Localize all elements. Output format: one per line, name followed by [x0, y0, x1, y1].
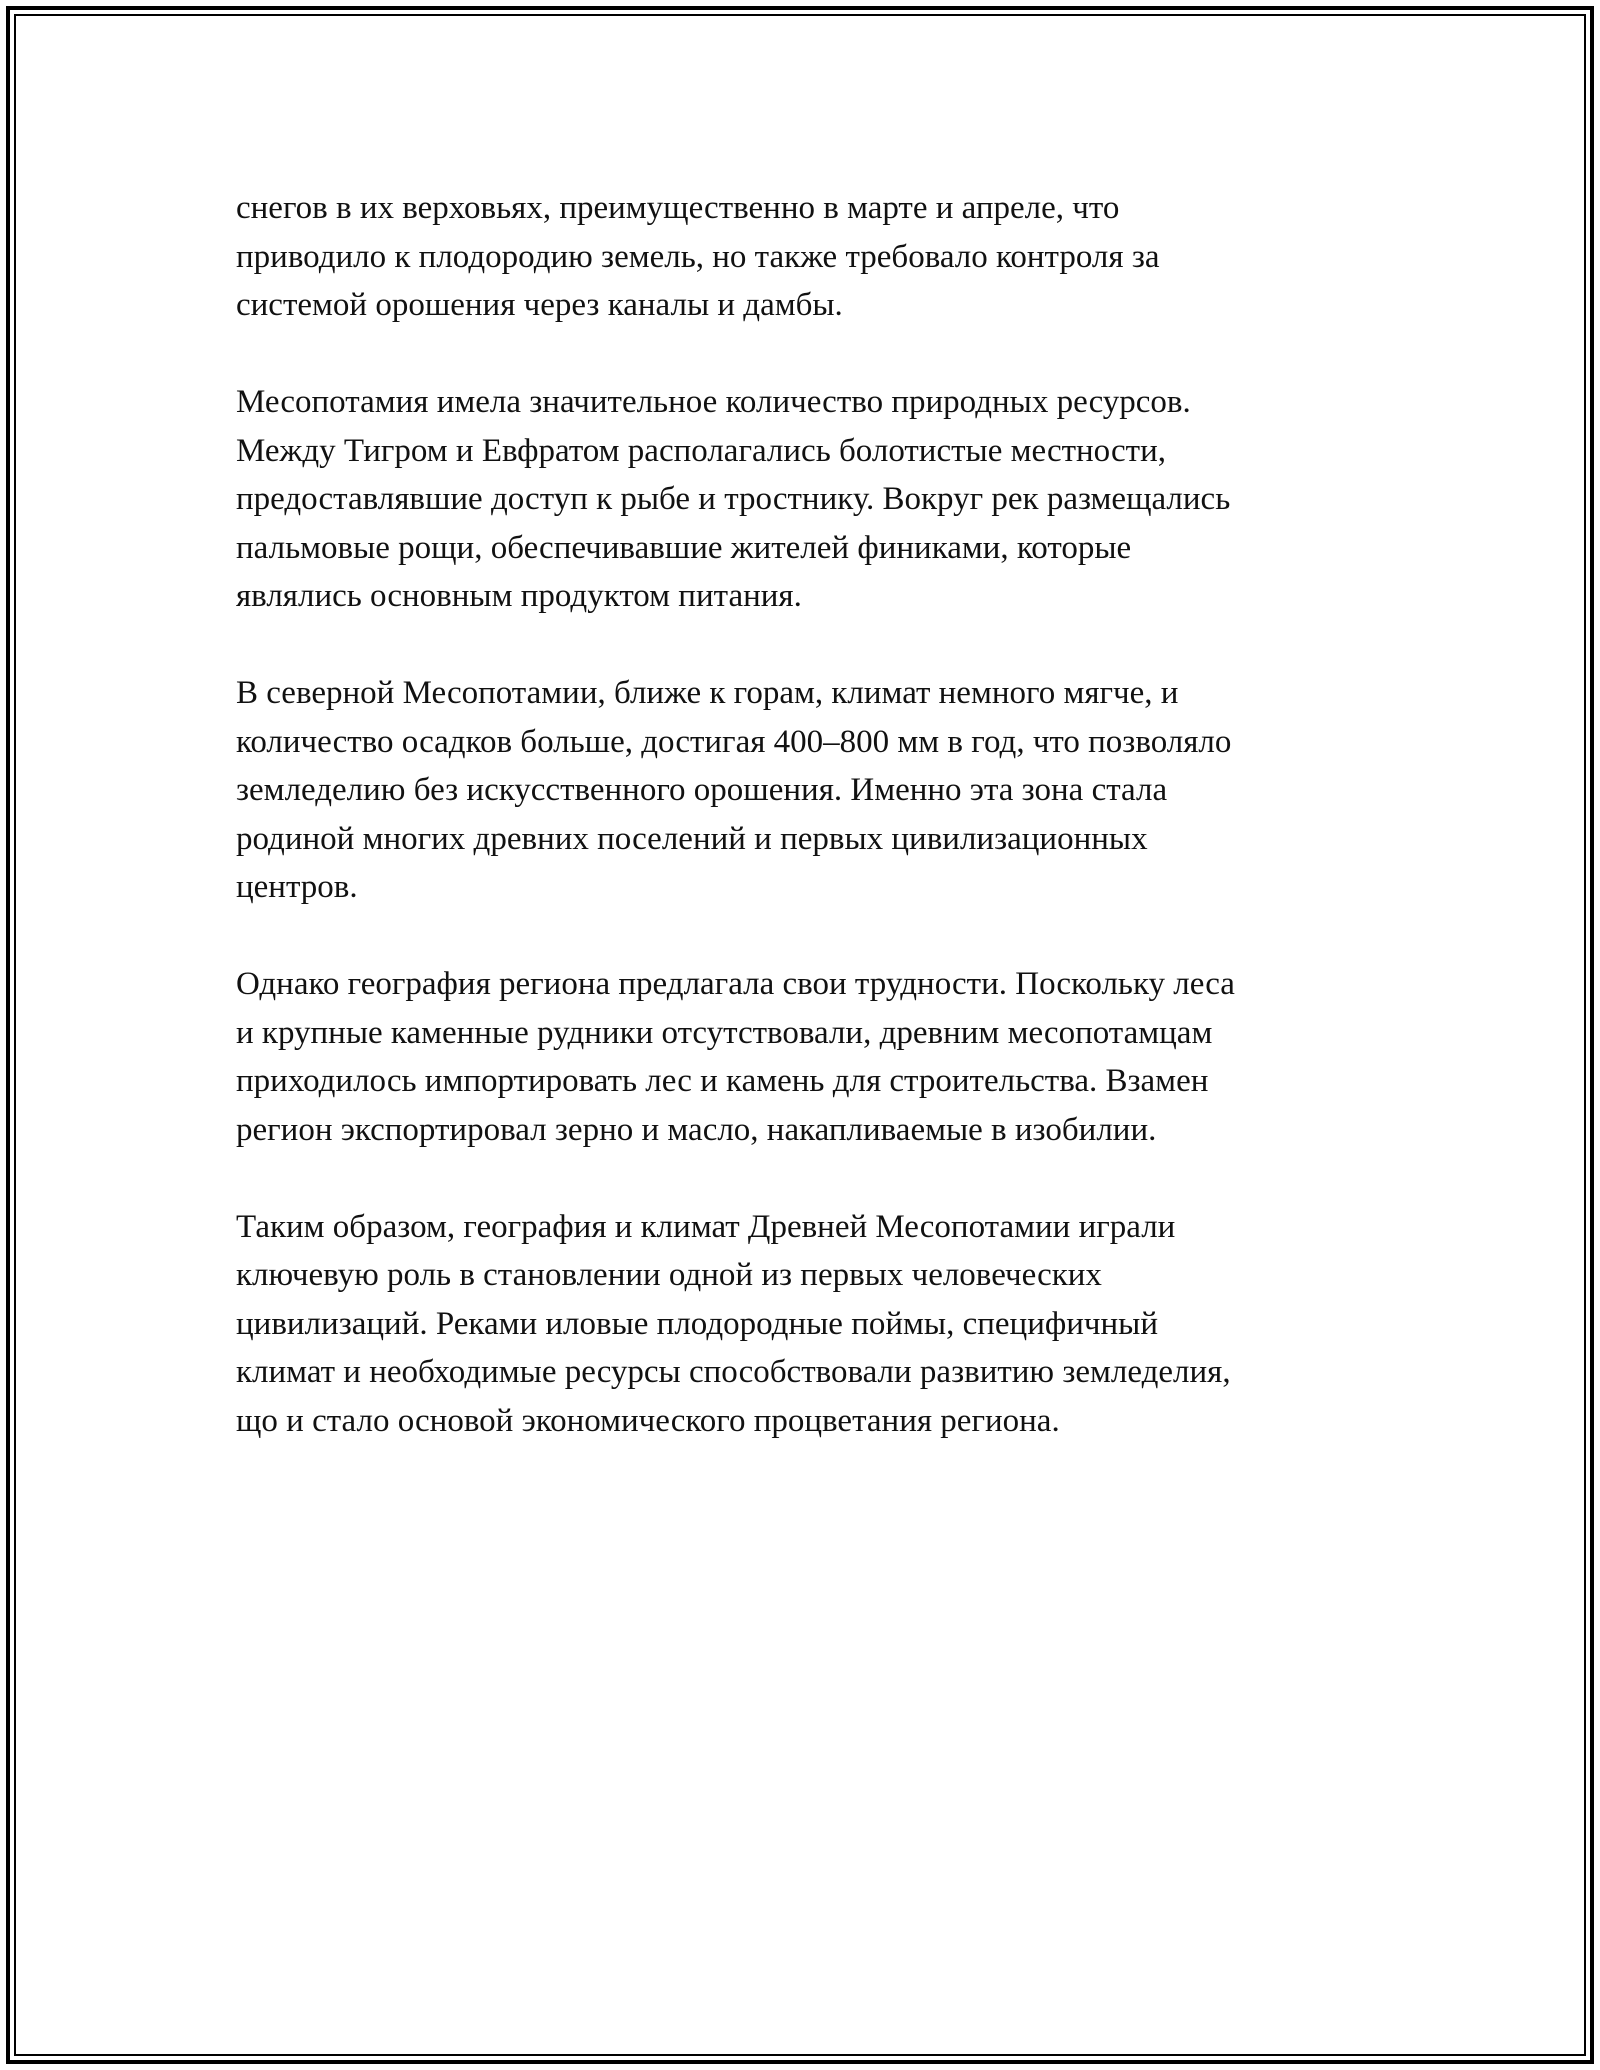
paragraph-rivers-irrigation [236, 184, 1366, 330]
text-line: снегов в их верховьях, преимущественно в марте и апреле, что [236, 190, 1120, 226]
text-line: регион экспортировал зерно и масло, накапливаемые в изобилии. [236, 1111, 1157, 1148]
document-body [236, 184, 1366, 1445]
text-line: цивилизаций. Реками иловые плодородные поймы, специфичный [236, 1305, 1158, 1342]
text-line: земледелию без искусственного орошения. Именно эта зона стала [236, 772, 1168, 808]
text-line: системой орошения через каналы и дамбы. [236, 287, 843, 323]
text-line: количество осадков больше, достигая 400–800 мм в год, что позволяло [236, 723, 1232, 760]
text-line: Однако география региона предлагала свои трудности. Поскольку леса [236, 966, 1235, 1002]
text-line: Таким образом, география и климат Древней Месопотамии играли [236, 1208, 1176, 1245]
text-line: Месопотамия имела значительное количество природных ресурсов. [236, 384, 1191, 420]
text-line: предоставлявшие доступ к рыбе и тростнику. Вокруг рек размещались [236, 481, 1231, 517]
text-line: являлись основным продуктом питания. [236, 578, 802, 614]
text-line: пальмовые рощи, обеспечивавшие жителей финиками, которые [236, 529, 1132, 566]
text-line: климат и необходимые ресурсы способствовали развитию земледелия, [236, 1354, 1231, 1390]
paragraph-natural-resources [236, 378, 1366, 621]
text-line: В северной Месопотамии, ближе к горам, климат немного мягче, и [236, 675, 1179, 711]
paragraph-northern-climate [236, 669, 1366, 912]
paragraph-trade-difficulties [236, 960, 1366, 1154]
text-line: и крупные каменные рудники отсутствовали, древним месопотамцам [236, 1014, 1213, 1051]
text-line: родиной многих древних поселений и первых цивилизационных [236, 820, 1148, 857]
text-line: центров. [236, 869, 358, 905]
text-line: ключевую роль в становлении одной из первых человеческих [236, 1257, 1102, 1293]
paragraph-conclusion [236, 1203, 1366, 1446]
text-line: Между Тигром и Евфратом располагались болотистые местности, [236, 432, 1166, 469]
text-line: що и стало основой экономического процветания региона. [236, 1402, 1060, 1439]
text-line: приводило к плодородию земель, но также требовало контроля за [236, 238, 1160, 275]
text-line: приходилось импортировать лес и камень для строительства. Взамен [236, 1063, 1209, 1099]
